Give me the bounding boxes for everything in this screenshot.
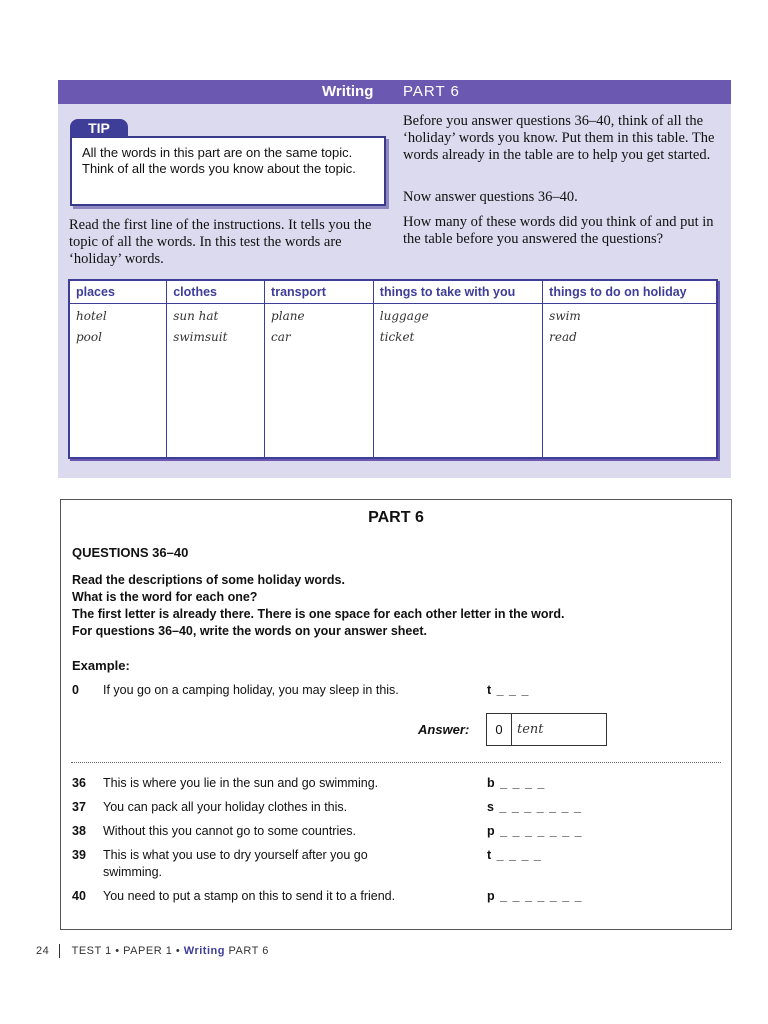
table-cell: swim — [549, 309, 581, 323]
question-number: 40 — [72, 889, 86, 903]
left-instruction-paragraph: Read the first line of the instructions. It tells you the topic of all the words. In this test the words are ‘holiday’ words. — [69, 217, 372, 267]
question-text: This is where you lie in the sun and go swimming. — [103, 776, 379, 790]
table-cell: luggage — [379, 309, 429, 323]
header-things-to-do: things to do on holiday — [543, 280, 717, 304]
table-row — [69, 304, 717, 459]
example-number: 0 — [72, 683, 79, 697]
right-paragraph-2: Now answer questions 36–40. — [403, 189, 578, 205]
question-number: 39 — [72, 848, 86, 862]
answer-number: 0 — [487, 714, 512, 745]
answer-value: tent — [517, 722, 544, 737]
banner-part: PART 6 — [403, 83, 460, 100]
question-text: You need to put a stamp on this to send it to a friend. — [103, 889, 396, 903]
column-places[interactable] — [69, 304, 167, 459]
table-cell: car — [271, 330, 291, 344]
column-things-to-do[interactable] — [543, 304, 717, 459]
question-number: 36 — [72, 776, 86, 790]
question-row-39[interactable] — [61, 847, 731, 883]
table-header-row — [69, 280, 717, 304]
tip-tab: TIP — [70, 119, 128, 137]
question-blank: p _ _ _ _ _ _ _ — [487, 824, 583, 838]
question-row-37[interactable] — [61, 799, 731, 817]
table-cell: read — [549, 330, 577, 344]
header-places: places — [69, 280, 167, 304]
footer-suffix: PART 6 — [228, 944, 269, 957]
instruction-line: For questions 36–40, write the words on your answer sheet. — [72, 624, 427, 638]
example-text: If you go on a camping holiday, you may sleep in this. — [103, 683, 399, 697]
instruction-line: Read the descriptions of some holiday words. — [72, 573, 345, 587]
question-row-36[interactable] — [61, 775, 731, 793]
question-number: 37 — [72, 800, 86, 814]
example-row — [61, 682, 731, 700]
table-cell: hotel — [76, 309, 107, 323]
questions-heading: QUESTIONS 36–40 — [72, 545, 189, 560]
table-cell: plane — [271, 309, 305, 323]
holiday-words-table — [68, 279, 718, 459]
header-clothes: clothes — [167, 280, 265, 304]
question-blank: t _ _ _ _ — [487, 848, 542, 862]
answer-label: Answer: — [418, 722, 470, 737]
question-row-40[interactable] — [61, 888, 731, 906]
question-text: Without this you cannot go to some countries. — [103, 824, 356, 838]
header-transport: transport — [265, 280, 374, 304]
instructions — [72, 572, 712, 640]
questions-box — [60, 499, 732, 930]
question-text: You can pack all your holiday clothes in this. — [103, 800, 348, 814]
column-transport[interactable] — [265, 304, 374, 459]
right-paragraph-1: Before you answer questions 36–40, think of all the ‘holiday’ words you know. Put them in this table. The words already in the table are to help you get started. — [403, 113, 715, 163]
question-blank: s _ _ _ _ _ _ _ — [487, 800, 582, 814]
question-number: 38 — [72, 824, 86, 838]
answer-box — [486, 713, 607, 746]
page-number: 24 — [36, 944, 50, 957]
footer-divider — [59, 944, 60, 958]
table-cell: swimsuit — [173, 330, 228, 344]
question-text: This is what you use to dry yourself after you go swimming. — [103, 848, 368, 879]
instruction-line: What is the word for each one? — [72, 590, 258, 604]
holiday-words-panel — [58, 80, 731, 478]
table-cell: ticket — [379, 330, 415, 344]
question-blank: b _ _ _ _ — [487, 776, 546, 790]
example-blank: t _ _ _ — [487, 683, 530, 697]
footer-prefix: TEST 1 • PAPER 1 • — [71, 944, 181, 957]
column-clothes[interactable] — [167, 304, 265, 459]
table-cell: sun hat — [173, 309, 219, 323]
example-label: Example: — [72, 658, 130, 673]
column-things-to-take[interactable] — [373, 304, 542, 459]
header-things-to-take: things to take with you — [373, 280, 542, 304]
tip-text: All the words in this part are on the same topic. Think of all the words you know about the topic. — [82, 145, 356, 176]
section-banner — [58, 80, 731, 104]
footer-section: Writing — [183, 944, 225, 957]
question-row-38[interactable] — [61, 823, 731, 841]
part-title: PART 6 — [368, 509, 424, 526]
page-footer — [36, 944, 269, 958]
tip-box — [70, 136, 386, 206]
table-cell: pool — [76, 330, 102, 344]
right-paragraph-3: How many of these words did you think of and put in the table before you answered the questions? — [403, 214, 714, 247]
instruction-line: The first letter is already there. There is one space for each other letter in the word. — [72, 607, 565, 621]
banner-section: Writing — [322, 83, 374, 100]
dotted-divider — [71, 762, 721, 763]
question-blank: p _ _ _ _ _ _ _ — [487, 889, 583, 903]
